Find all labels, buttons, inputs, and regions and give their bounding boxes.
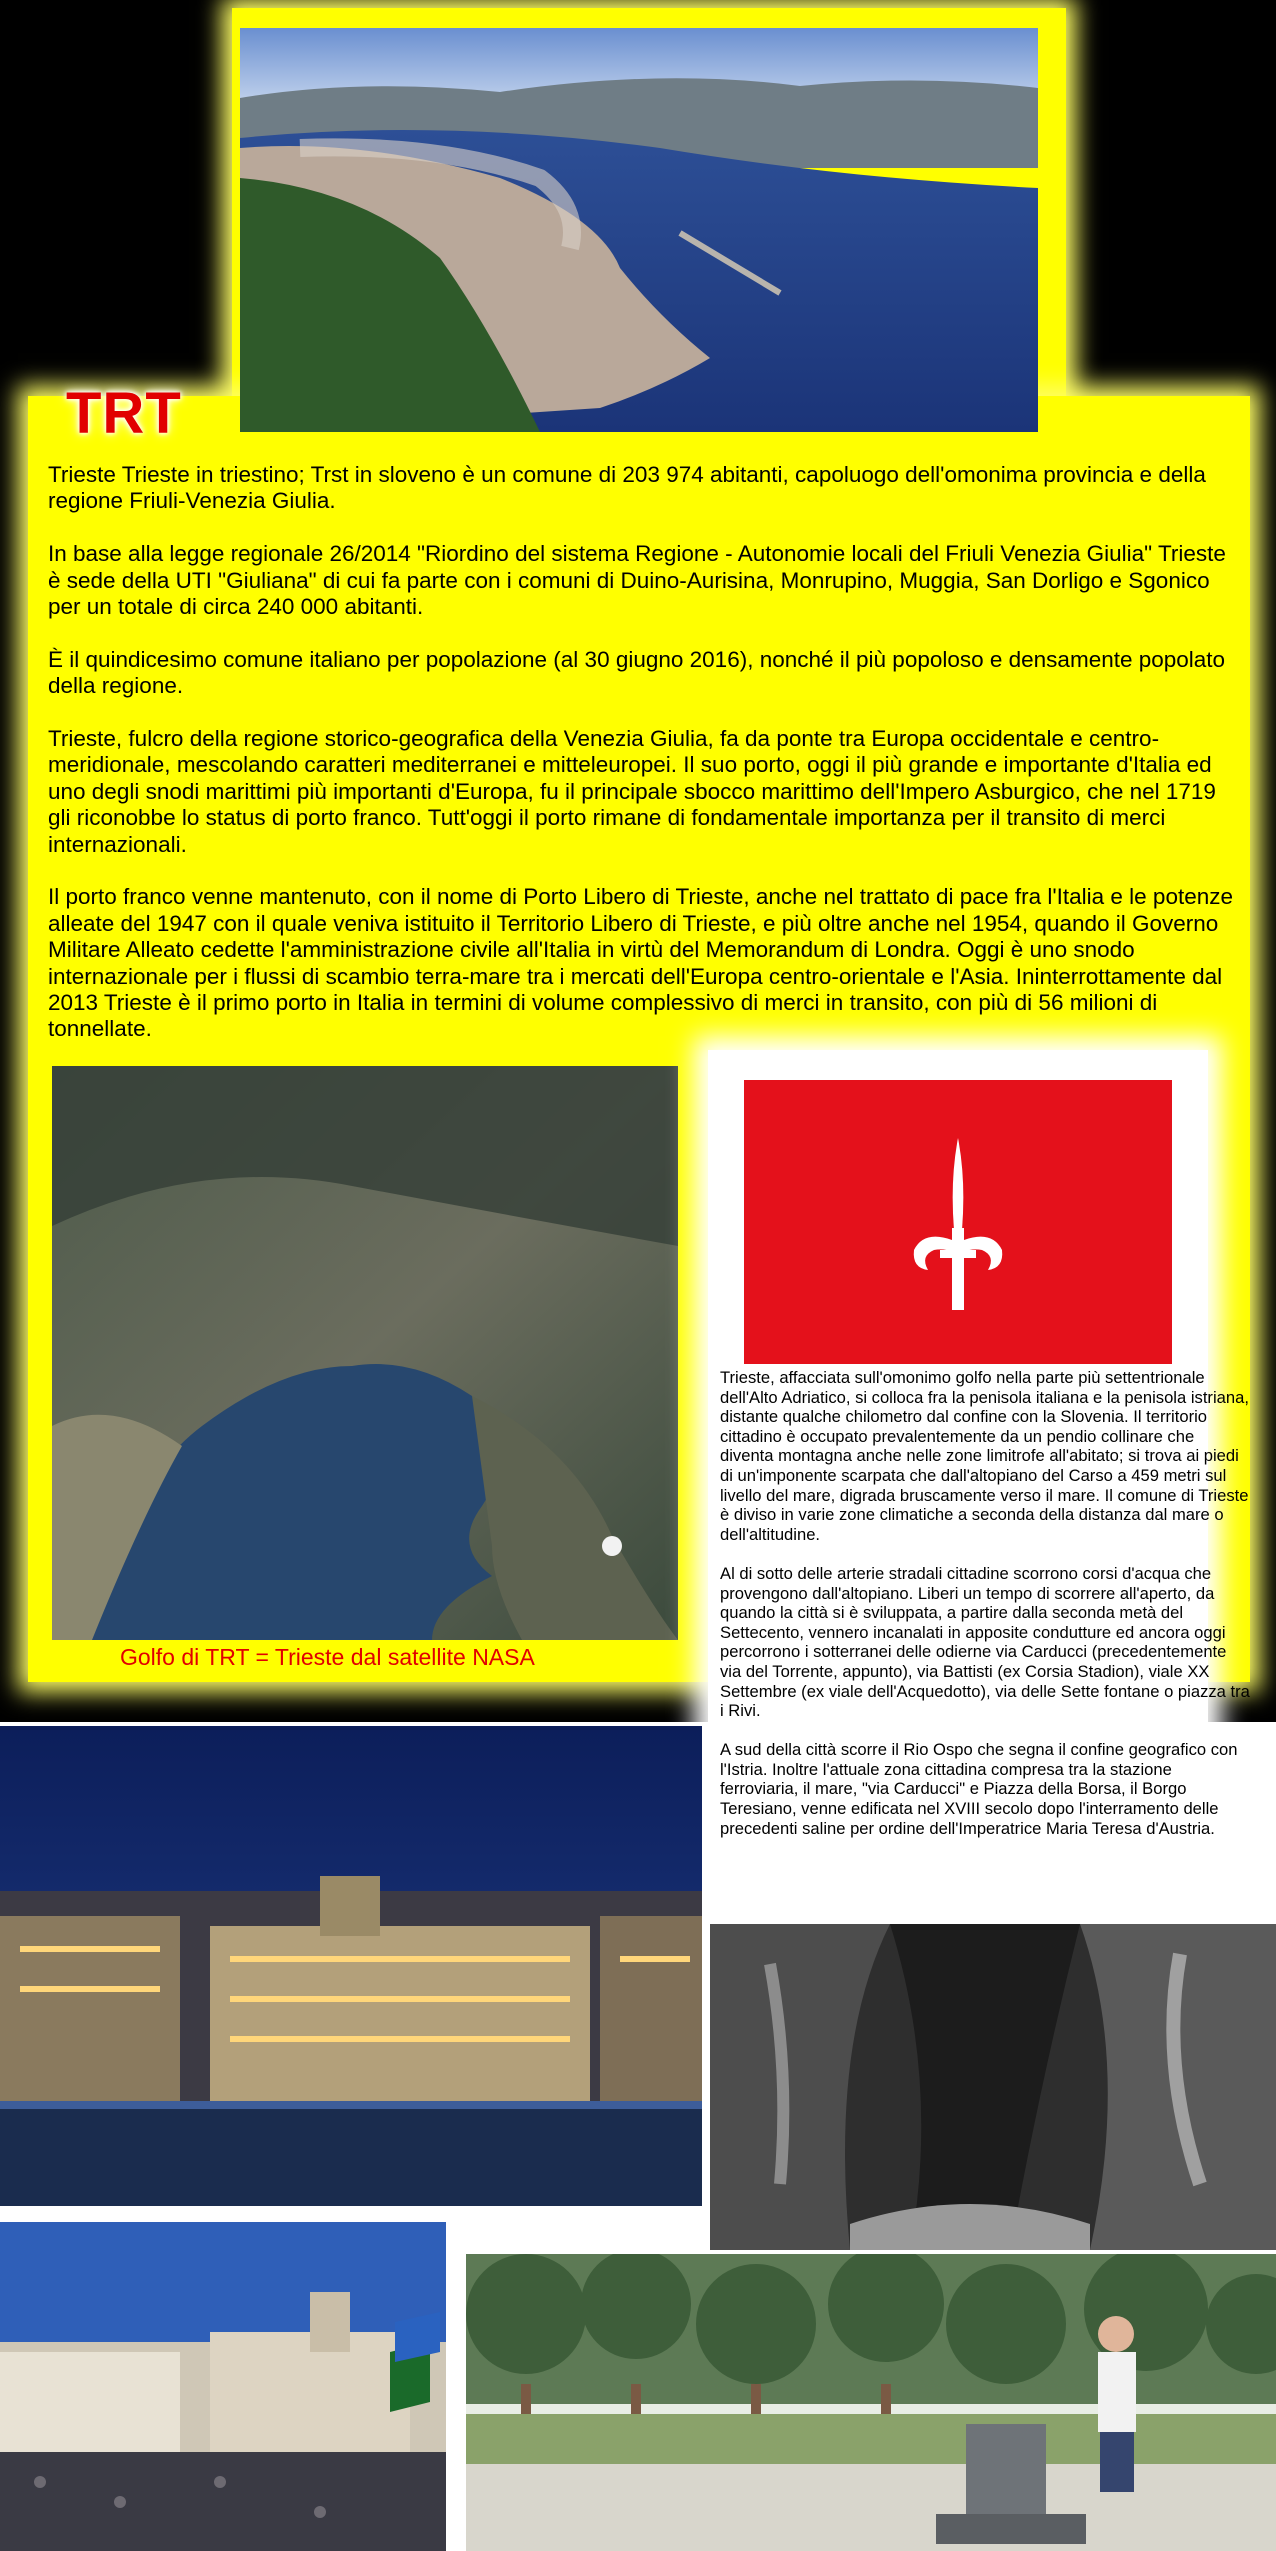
satellite-caption: Golfo di TRT = Trieste dal satellite NASA <box>120 1644 535 1670</box>
trieste-panorama-photo <box>240 28 1038 432</box>
intro-text <box>48 462 1238 1069</box>
intro-paragraph: Trieste Trieste in triestino; Trst in sloveno è un comune di 203 974 abitanti, capoluogo dell'omonima provincia e della regione Friuli-Venezia Giulia. <box>48 462 1206 514</box>
geography-paragraph: Trieste, affacciata sull'omonimo golfo nella parte più settentrionale dell'Alto Adriatico, si colloca fra la penisola italiana e la penisola istriana, distante qualche chilometro dal confine con la Slovenia. Il territorio cittadino è occupato prevalentemente da un pendio collinare che diventa montagna anche nelle zone limitrofe all'abitato; si trova ai piedi di un'imponente scarpata che dall'altopiano del Carso a 459 metri sul livello del mare, digrada bruscamente verso il mare. Il comune di Trieste è diviso in varie zone climatiche a seconda della distanza dal mare o dell'altitudine. <box>720 1368 1249 1544</box>
intro-paragraph: Trieste, fulcro della regione storico-geografica della Venezia Giulia, fa da ponte tra Europa occidentale e centro-meridionale, mescolando caratteri mediterranei e mitteleuropei. Il suo porto, oggi il più grande e importante d'Italia ed uno degli snodi marittimi più importanti d'Europa, fu il principale sbocco marittimo dell'Impero Asburgico, che nel 1719 gli riconobbe lo status di porto franco. Tutt'oggi il porto rimane di fondamentale importanza per il transito di merci internazionali. <box>48 726 1216 857</box>
satellite-photo <box>52 1066 678 1640</box>
intro-paragraph: Il porto franco venne mantenuto, con il nome di Porto Libero di Trieste, anche nel trattato di pace fra l'Italia e le potenze alleate del 1947 con il quale veniva istituito il Territorio Libero di Trieste, e più oltre anche nel 1954, quando il Governo Militare Alleato cedette l'amministrazione civile all'Italia in virtù del Memorandum di Londra. Oggi è uno snodo internazionale per i flussi di scambio terra-mare tra i mercati dell'Europa centro-orientale e l'Asia. Ininterrottamente dal 2013 Trieste è il primo porto in Italia in termini di volume complessivo di merci in transito, con più di 56 milioni di tonnellate. <box>48 884 1233 1042</box>
trieste-flag-image <box>744 1080 1172 1364</box>
piazza-crowd-photo <box>0 2222 446 2551</box>
geography-paragraph: Al di sotto delle arterie stradali cittadine scorrono corsi d'acqua che provengono dall'altopiano. Liberi un tempo di scorrere all'aperto, da quando la città si è sviluppata, a partire dalla seconda metà del Settecento, vennero incanalati in apposite condutture ed ancora oggi percorrono i sotterranei delle odierne via Carducci (precedentemente via del Torrente, appunto), via Battisti (ex Corsia Stadion), viale XX Settembre (ex viale dell'Acquedotto), via delle Sette fontane o piazza tra i Rivi. <box>720 1563 1250 1721</box>
geography-text <box>720 1368 1250 1858</box>
intro-paragraph: È il quindicesimo comune italiano per popolazione (al 30 giugno 2016), nonché il più popoloso e densamente popolato della regione. <box>48 646 1226 699</box>
park-cannon-photo <box>466 2254 1276 2551</box>
intro-paragraph: In base alla legge regionale 26/2014 "Riordino del sistema Regione - Autonomie locali del Friuli Venezia Giulia" Trieste è sede della UTI "Giuliana" di cui fa parte con i comuni di Duino-Aurisina, Monrupino, Muggia, San Dorligo e Sgonico per un totale di circa 240 000 abitanti. <box>48 541 1226 620</box>
cave-photo <box>710 1924 1276 2250</box>
brand-title: TRT <box>66 381 182 446</box>
geography-paragraph: A sud della città scorre il Rio Ospo che segna il confine geografico con l'Istria. Inoltre l'attuale zona cittadina compresa tra la stazione ferroviaria, il mare, "via Carducci" e Piazza della Borsa, il Borgo Teresiano, venne edificata nel XVIII secolo dopo l'interramento delle precedenti saline per ordine dell'Imperatrice Maria Teresa d'Austria. <box>720 1740 1238 1838</box>
halberd-icon <box>744 1080 1172 1364</box>
piazza-night-photo <box>0 1726 702 2206</box>
